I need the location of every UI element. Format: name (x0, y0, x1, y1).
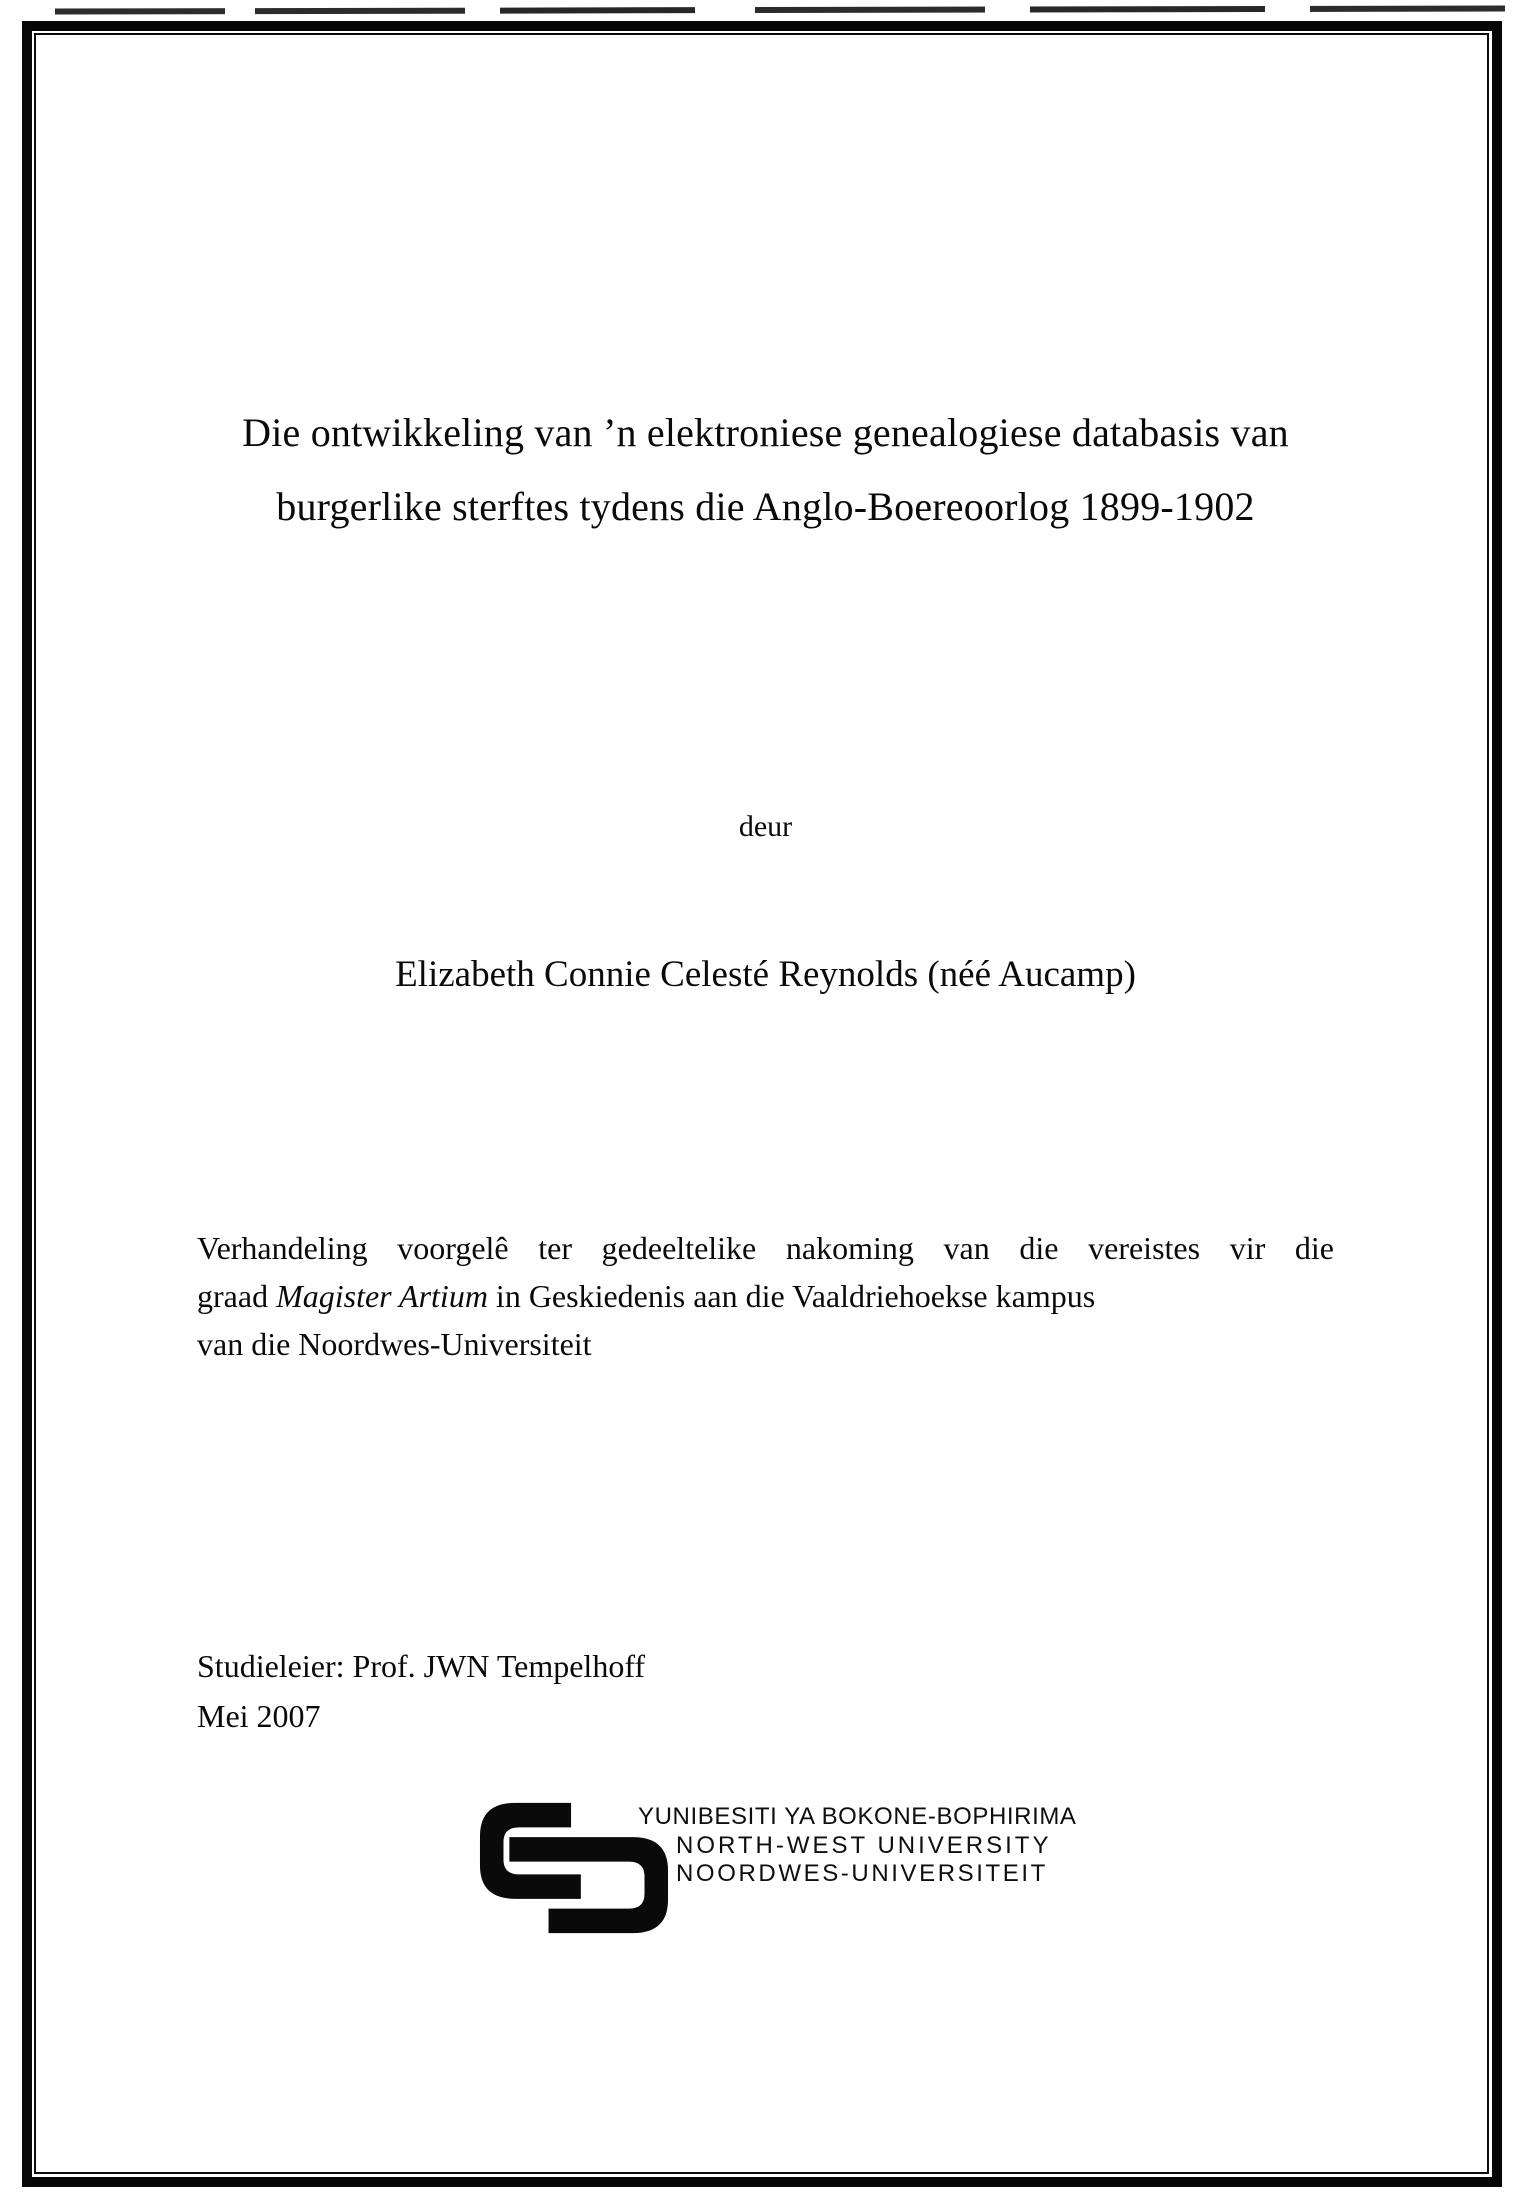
degree-statement-line-2-pre: graad (197, 1278, 277, 1314)
thesis-title (197, 396, 1334, 544)
author-name: Elizabeth Connie Celesté Reynolds (néé Aucamp) (395, 954, 1136, 995)
degree-statement-line-2 (197, 1272, 1334, 1320)
university-logo-text (638, 1803, 1077, 1889)
degree-statement-line-3: van die Noordwes-Universiteit (197, 1326, 592, 1362)
logo-wordmark-english: NORTH-WEST UNIVERSITY (676, 1831, 1052, 1859)
degree-statement-line-2-post: in Geskiedenis aan die Vaaldriehoekse kampus (487, 1278, 1096, 1314)
supervisor-line: Studieleier: Prof. JWN Tempelhoff (197, 1648, 646, 1684)
degree-name-italic: Magister Artium (276, 1278, 488, 1314)
thesis-title-line-1: Die ontwikkeling van ’n elektroniese genealogiese databasis van (242, 410, 1289, 455)
byline-deur: deur (738, 810, 793, 843)
university-logo-block (476, 1795, 1156, 1945)
supervisor-block (197, 1641, 1097, 1741)
logo-wordmark-setswana: YUNIBESITI YA BOKONE-BOPHIRIMA (638, 1803, 1077, 1830)
logo-wordmark-afrikaans: NOORDWES-UNIVERSITEIT (676, 1860, 1048, 1887)
degree-statement-line-1: Verhandeling voorgelê ter gedeeltelike nakoming van die vereistes vir die (197, 1230, 1334, 1266)
scan-edge-artifact (55, 5, 1505, 14)
date-line: Mei 2007 (197, 1698, 321, 1734)
degree-statement (197, 1224, 1334, 1368)
thesis-title-line-2: burgerlike sterftes tydens die Anglo-Boereoorlog 1899-1902 (276, 484, 1255, 529)
